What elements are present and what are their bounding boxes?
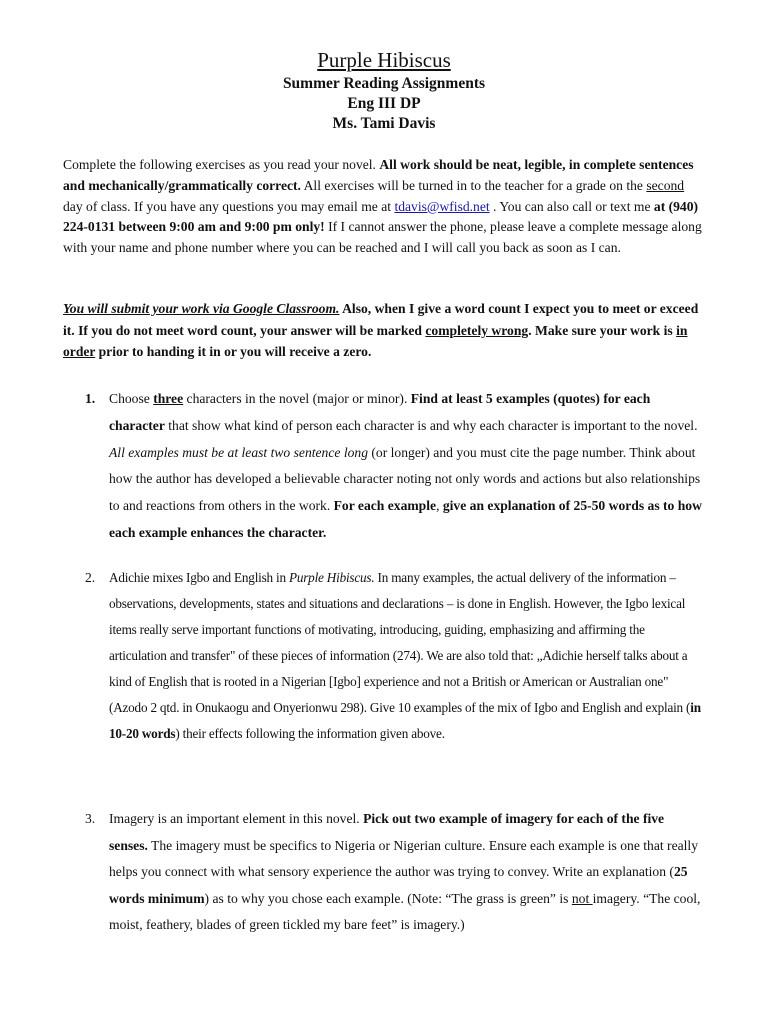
course-subtitle: Eng III DP — [347, 95, 421, 112]
list-item-number: 1. — [85, 391, 96, 406]
document-header — [0, 46, 768, 134]
item-text: The imagery must be specifics to Nigeria or Nigerian culture. Ensure each example is one that really helps you connect with what sensory experience the author was trying to convey. Write an explanation ( — [109, 837, 699, 880]
item-text: Adichie mixes Igbo and English in — [109, 570, 289, 585]
intro-text: All exercises will be turned in to the teacher for a grade on the — [300, 177, 647, 193]
assignment-subtitle: Summer Reading Assignments — [282, 75, 486, 92]
item-underlined-text: not — [571, 890, 593, 906]
item-italic-text: All examples must be at least two sentence long — [109, 444, 368, 460]
item-bold-text: Pick out two example of imagery for each of the five senses. — [109, 811, 665, 853]
notice-text: Also, when I give a word count I expect you to meet or exceed it. If you do not meet word count, your answer will be marked — [63, 301, 699, 338]
intro-bold-text: at (940) 224-0131 between 9:00 am and 9:00 pm only! — [63, 198, 699, 235]
intro-text: If I cannot answer the phone, please leave a complete message along with your name and phone number where you can be reached and I will call you back as soon as I can. — [63, 219, 702, 256]
intro-paragraph — [63, 155, 705, 259]
item-text: imagery. “The cool, moist, feathery, blades of green tickled my bare feet” is imagery.) — [109, 890, 701, 933]
email-link[interactable]: tdavis@wfisd.net — [394, 198, 490, 214]
item-text: In many examples, the actual delivery of the information – observations, developments, states and situations and declarations – is done in English. However, the Igbo lexical items really serve important functions of motivating, introducing, guiding, emphasizing and affirming the articulation and transfer" of these pieces of information (274). We are also told that: „Adichie herself talks about a kind of English that is rooted in a Nigerian [Igbo] experience and not a British or American or Australian one" (Azodo 2 qtd. in Onukaogu and Onyerionwu 298). Give 10 examples of the mix of Igbo and English and explain ( — [109, 570, 691, 715]
item-text: , — [436, 498, 443, 514]
item-italic-text: Purple Hibiscus. — [289, 570, 375, 585]
list-item-text — [109, 565, 705, 747]
notice-text: prior to handing it in or you will receive a zero. — [95, 344, 372, 359]
intro-text: day of class. If you have any questions you may email me at — [63, 198, 395, 214]
intro-underlined-text: second — [646, 177, 685, 193]
list-item — [63, 565, 705, 747]
list-item — [63, 386, 705, 547]
item-bold-text: give an explanation of 25-50 words as to how each example enhances the character. — [109, 498, 702, 540]
list-item-number: 3. — [85, 811, 96, 826]
intro-text: Complete the following exercises as you read your novel. — [63, 157, 380, 172]
list-item-text — [109, 806, 705, 939]
item-text: ) their effects following the information given above. — [175, 726, 445, 741]
item-text: characters in the novel (major or minor). — [183, 391, 411, 406]
intro-bold-text: All work should be neat, legible, in complete sentences and mechanically/grammatically correct. — [63, 157, 694, 193]
item-text: (or longer) and you must cite the page number. Think about how the author has developed a believable character noting not only words and actions but also relationships to and reactions from others in the work. — [109, 444, 701, 514]
item-text: ) as to why you chose each example. (Note: “The grass is green” is — [204, 890, 572, 906]
notice-emphasis: You will submit your work via Google Classroom. — [63, 301, 340, 316]
notice-underlined-text: in order — [63, 322, 688, 359]
item-text: Choose — [109, 391, 154, 406]
document-title: Purple Hibiscus — [317, 48, 451, 72]
item-bold-text: 25 words minimum — [109, 864, 688, 906]
teacher-subtitle: Ms. Tami Davis — [332, 115, 436, 132]
item-bold-underlined-text: three — [153, 391, 184, 406]
item-bold-text: Find at least 5 examples (quotes) for each character — [109, 391, 651, 433]
item-bold-text: For each example — [333, 498, 437, 514]
notice-underlined-text: completely wrong — [425, 322, 529, 338]
list-item-text — [109, 386, 705, 547]
list-item — [63, 806, 705, 939]
intro-text: . You can also call or text me — [489, 198, 654, 214]
item-text: that show what kind of person each character is and why each character is important to the novel. — [164, 417, 698, 433]
notice-text: . Make sure your work is — [528, 322, 677, 338]
item-text: Imagery is an important element in this novel. — [109, 811, 364, 826]
list-item-number: 2. — [85, 570, 96, 585]
item-bold-text: in 10-20 words — [109, 700, 701, 741]
submission-notice — [63, 298, 705, 363]
